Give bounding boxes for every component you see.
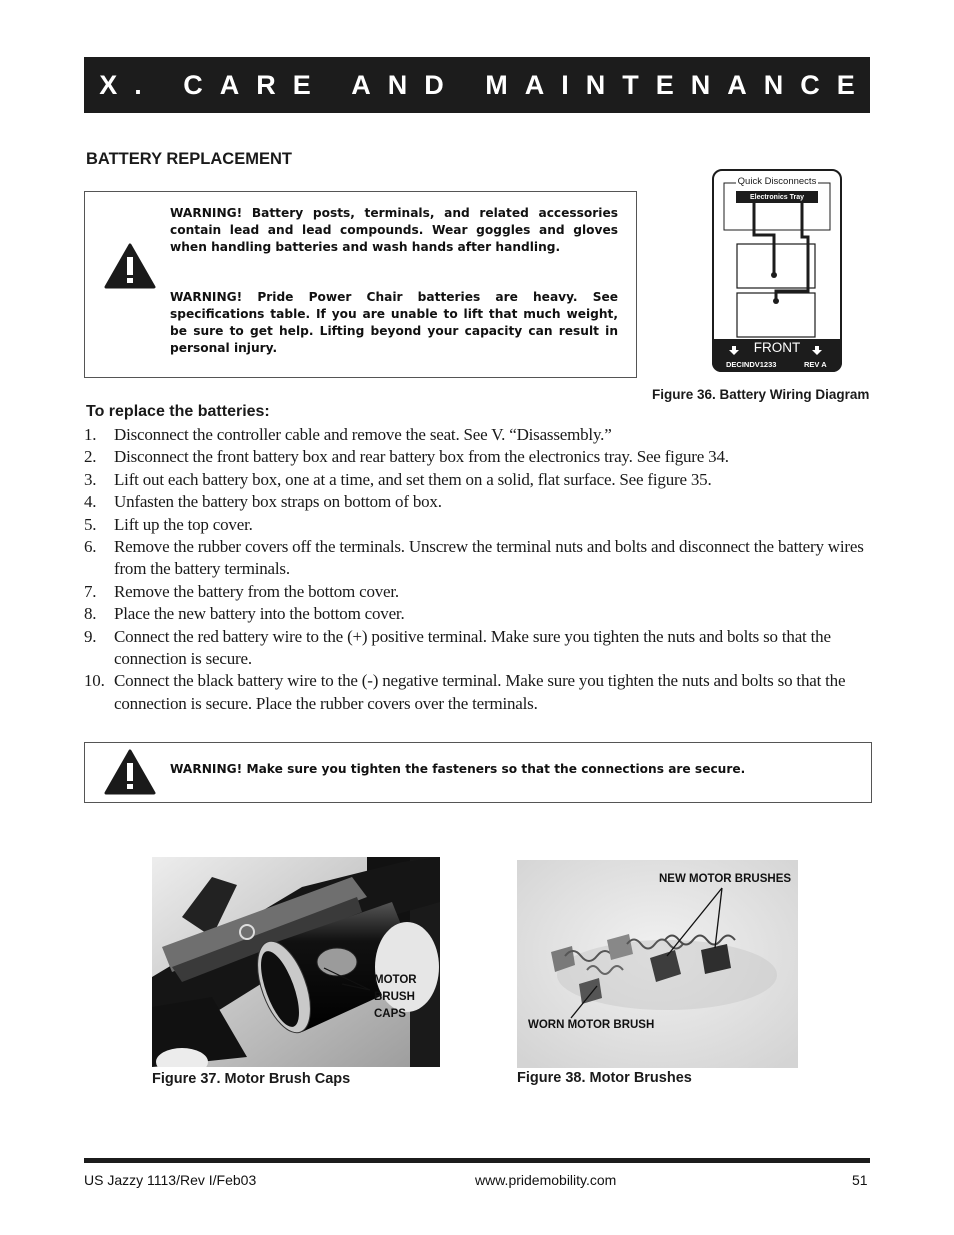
list-item: 4. Unfasten the battery box straps on bottom of box.: [84, 492, 442, 512]
list-item: 9. Connect the red battery wire to the (+) positive terminal. Make sure you tighten the nuts and bolts so that the connection is secure.: [84, 626, 831, 669]
revision-label: REV A: [804, 360, 827, 369]
footer-website: www.pridemobility.com: [475, 1172, 617, 1188]
motor-brush-caps-photo: [152, 857, 440, 1067]
warning-box-battery: [84, 191, 637, 378]
figure-36-caption: Figure 36. Battery Wiring Diagram: [652, 387, 870, 402]
list-item: 8. Place the new battery into the bottom cover.: [84, 604, 405, 624]
warning-triangle-icon: [104, 749, 156, 795]
figure-38-caption: Figure 38. Motor Brushes: [517, 1070, 692, 1086]
warning-fasteners-text: WARNING! Make sure you tighten the fasteners so that the connections are secure.: [170, 762, 746, 776]
procedure-steps-list: [84, 424, 874, 715]
new-motor-brushes-label: NEW MOTOR BRUSHES: [659, 873, 792, 885]
worn-motor-brush-label: WORN MOTOR BRUSH: [528, 1019, 655, 1031]
motor-label-line: MOTOR: [374, 974, 417, 986]
part-number-label: DECINDV1233: [726, 360, 777, 369]
footer-document-id: US Jazzy 1113/Rev I/Feb03: [84, 1172, 257, 1188]
motor-brushes-photo: [517, 860, 798, 1068]
list-item: 3. Lift out each battery box, one at a time, and set them on a solid, flat surface. See figure 35.: [84, 469, 712, 489]
chapter-title: X. CARE AND MAINTENANCE: [99, 69, 872, 100]
list-item: 7. Remove the battery from the bottom cover.: [84, 581, 399, 601]
warning-paragraph-weight: WARNING! Pride Power Chair batteries are heavy. See specifications table. If you are unable to lift that much weight, be sure to get help. Lifting beyond your capacity can result in personal injury.: [170, 290, 618, 355]
list-item: 5. Lift up the top cover.: [84, 514, 253, 534]
list-item: 10. Connect the black battery wire to the (-) negative terminal. Make sure you tighten the nuts and bolts so that the connection is secure. Place the rubber covers over the terminals.: [84, 671, 846, 713]
warning-triangle-icon: [104, 243, 156, 289]
section-heading: BATTERY REPLACEMENT: [86, 150, 292, 168]
figure-37-caption: Figure 37. Motor Brush Caps: [152, 1071, 351, 1087]
chapter-header-bar: [84, 57, 870, 113]
list-item: 2. Disconnect the front battery box and rear battery box from the electronics tray. See figure 34.: [84, 447, 729, 467]
list-item: 1. Disconnect the controller cable and remove the seat. See V. “Disassembly.”: [84, 425, 612, 444]
footer-rule: [84, 1158, 870, 1163]
page-number: 51: [852, 1172, 868, 1188]
front-label: FRONT: [753, 340, 801, 355]
caps-label-line: CAPS: [374, 1008, 406, 1020]
warning-paragraph-lead: WARNING! Battery posts, terminals, and related accessories contain lead and lead compounds. Wear goggles and gloves when handling batteries and wash hands after handling.: [170, 206, 618, 254]
brush-label-line: BRUSH: [374, 991, 415, 1003]
list-item: 6. Remove the rubber covers off the terminals. Unscrew the terminal nuts and bolts and disconnect the battery wires from the battery terminals.: [84, 537, 864, 579]
quick-disconnects-label: Quick Disconnects: [737, 176, 817, 187]
procedure-heading: To replace the batteries:: [86, 403, 270, 420]
electronics-tray-label: Electronics Tray: [749, 194, 805, 201]
warning-box-fasteners: [84, 742, 872, 803]
